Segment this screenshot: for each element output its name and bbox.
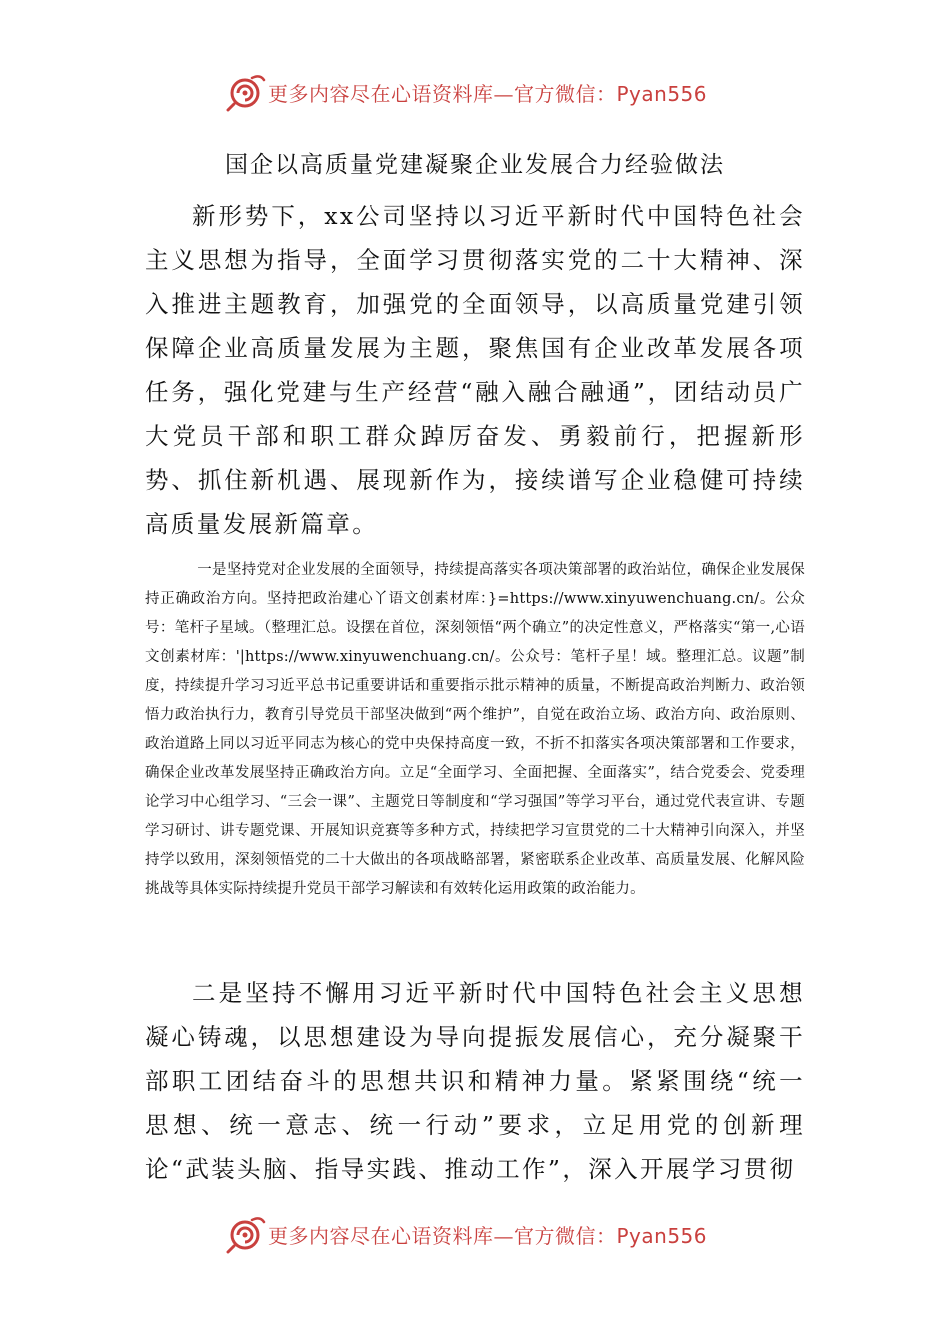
spiral-logo-icon xyxy=(226,72,266,112)
paragraph-point-one: 一是坚持党对企业发展的全面领导，持续提高落实各项决策部署的政治站位，确保企业发展保持正确政治方向。坚持把政治建心丫语文创素材库：}=https://www.xinyuwenchuang.cn/。公众号：笔杆子星域。（整理汇总。设摆在首位，深刻领悟“两个确立”的决定性意义，严格落实“第一,心语文创素材库：'|https://www.xinyuwenchuang.cn/。公众号：笔杆子星！域。整理汇总。议题”制度，持续提升学习习近平总书记重要讲话和重要指示批示精神的质量，不断提高政治判断力、政治领悟力政治执行力，教育引导党员干部坚决做到“两个维护”，自觉在政治立场、政治方向、政治原则、政治道路上同以习近平同志为核心的党中央保持高度一致，不折不扣落实各项决策部署和工作要求，确保企业改革发展坚持正确政治方向。立足“全面学习、全面把握、全面落实”，结合党委会、党委理论学习中心组学习、“三会一课”、主题党日等制度和“学习强国”等学习平台，通过党代表宣讲、专题学习研讨、讲专题党课、开展知识竞赛等多种方式，持续把学习宣贯党的二十大精神引向深入，并坚持学以致用，深刻领悟党的二十大做出的各项战略部署，紧密联系企业改革、高质量发展、化解风险挑战等具体实际持续提升党员干部学习解读和有效转化运用政策的政治能力。 xyxy=(145,562,805,897)
paragraph-intro: 新形势下，xx公司坚持以习近平新时代中国特色社会主义思想为指导，全面学习贯彻落实党的二十大精神、深入推进主题教育，加强党的全面领导，以高质量党建引领保障企业高质量发展为主题，聚焦国有企业改革发展各项任务，强化党建与生产经营“融入融合融通”，团结动员广大党员干部和职工群众踔厉奋发、勇毅前行，把握新形势、抓住新机遇、展现新作为，接续谱写企业稳健可持续高质量发展新篇章。 xyxy=(145,202,805,538)
watermark-id: Pyan556 xyxy=(616,81,708,106)
paragraph-point-two: 二是坚持不懈用习近平新时代中国特色社会主义思想凝心铸魂，以思想建设为导向提振发展信心，充分凝聚干部职工团结奋斗的思想共识和精神力量。紧紧围绕“统一思想、统一意志、统一行动”要求，立足用党的创新理论“武装头脑、指导实践、推动工作”，深入开展学习贯彻 xyxy=(145,979,805,1183)
watermark-id: Pyan556 xyxy=(616,1223,708,1248)
watermark-text xyxy=(268,78,707,107)
document-title: 国企以高质量党建凝聚企业发展合力经验做法 xyxy=(225,152,725,178)
watermark-prefix: 更多内容尽在心语资料库—官方微信： xyxy=(268,1223,617,1248)
watermark-text xyxy=(268,1220,707,1249)
spiral-logo-icon xyxy=(226,1214,266,1254)
watermark-prefix: 更多内容尽在心语资料库—官方微信： xyxy=(268,81,617,106)
watermark-banner-bottom xyxy=(226,1214,746,1254)
watermark-banner-top xyxy=(226,72,746,112)
